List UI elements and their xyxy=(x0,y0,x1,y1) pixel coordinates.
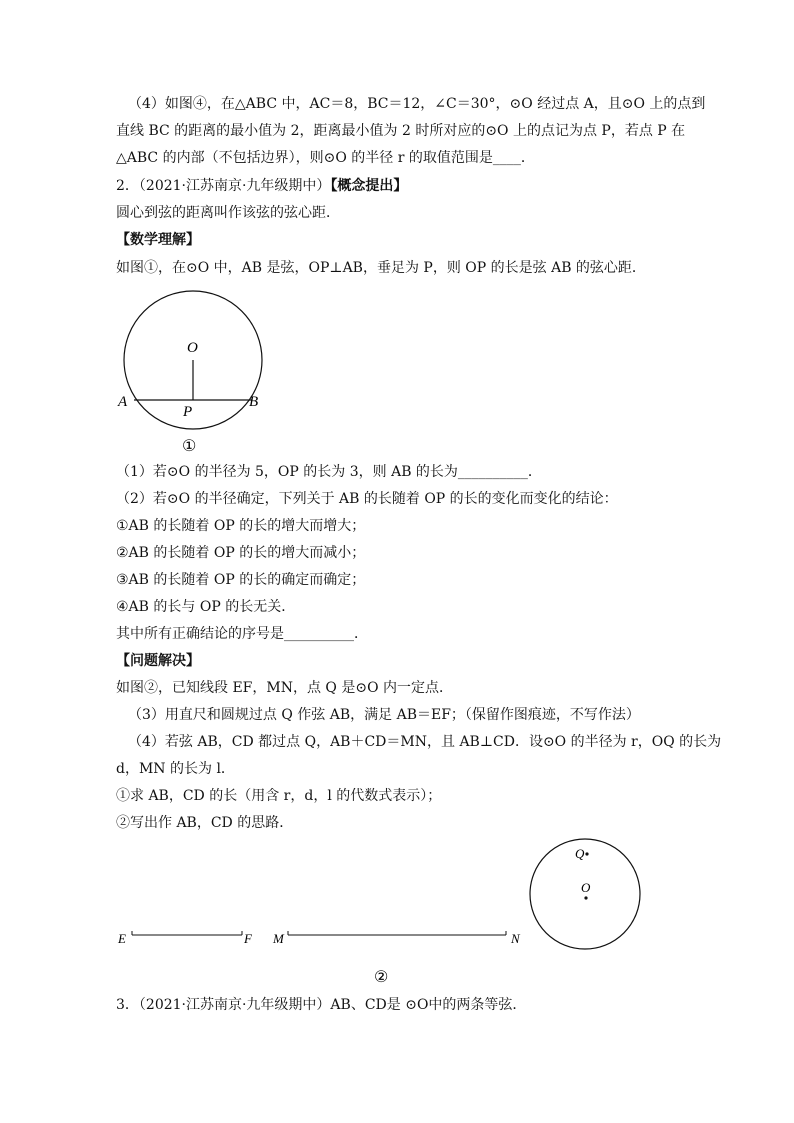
fig2-label-n: N xyxy=(511,931,520,946)
fig2-description: 如图②，已知线段 EF，MN，点 Q 是⊙O 内一定点． xyxy=(116,680,454,696)
fig2-label-q: Q xyxy=(575,846,585,861)
p4-line3: △ABC 的内部（不包括边界），则⊙O 的半径 r 的取值范围是____． xyxy=(116,150,535,166)
q2-sub4-a: ①求 AB，CD 的长（用含 r，d，l 的代数式表示）； xyxy=(116,788,442,804)
q2-sub3: （3）用直尺和圆规过点 Q 作弦 AB，满足 AB＝EF；（保留作图痕迹，不写作法） xyxy=(128,707,640,723)
fig2-caption: ② xyxy=(374,969,389,986)
q3-heading: 3．（2021·江苏南京·九年级期中）AB、CD是 ⊙O中的两条等弦． xyxy=(116,997,527,1013)
fig2-label-e: E xyxy=(118,931,126,946)
fig1-description: 如图①，在⊙O 中，AB 是弦，OP⊥AB，垂足为 P，则 OP 的长是弦 AB 的弦心距． xyxy=(116,260,646,276)
fig1-caption: ① xyxy=(182,438,197,455)
p4-line2: 直线 BC 的距离的最小值为 2，距离最小值为 2 时所对应的⊙O 上的点记为点 P，若点 P 在 xyxy=(116,123,686,139)
fig2-point-o xyxy=(584,896,587,899)
q2-heading xyxy=(116,176,407,196)
fig1-label-o: O xyxy=(187,340,198,356)
fig1-label-p: P xyxy=(183,404,193,420)
fig2-point-q xyxy=(585,852,588,855)
figure-2 xyxy=(110,835,670,990)
section-solve: 【问题解决】 xyxy=(116,653,200,669)
option-1: ①AB 的长随着 OP 的长的增大而增大； xyxy=(116,518,366,534)
q2-sub1: （1）若⊙O 的半径为 5，OP 的长为 3，则 AB 的长为__________． xyxy=(116,464,542,480)
q2-sub2: （2）若⊙O 的半径确定，下列关于 AB 的长随着 OP 的长的变化而变化的结论： xyxy=(116,491,618,507)
figure-1 xyxy=(110,288,280,458)
q2-sub4-b: ②写出作 AB，CD 的思路． xyxy=(116,815,294,831)
option-2: ②AB 的长随着 OP 的长的增大而减小； xyxy=(116,545,366,561)
q2-sub4-line1: （4）若弦 AB，CD 都过点 Q，AB＋CD＝MN，且 AB⊥CD．设⊙O 的半径为 r，OQ 的长为 xyxy=(128,734,722,750)
fig2-label-o: O xyxy=(581,880,591,895)
p4-line1: （4）如图④，在△ABC 中，AC＝8，BC＝12，∠C＝30°，⊙O 经过点 A，且⊙O 上的点到 xyxy=(128,96,706,112)
section-understand: 【数学理解】 xyxy=(116,232,200,248)
fig1-label-a: A xyxy=(118,394,128,410)
q2-heading-number: 2．（2021·江苏南京·九年级期中） xyxy=(116,178,331,194)
q2-sub4-line2: d，MN 的长为 l． xyxy=(116,761,235,777)
q2-heading-tag: 【概念提出】 xyxy=(330,178,408,194)
fig2-label-f: F xyxy=(244,931,252,946)
option-3: ③AB 的长随着 OP 的长的确定而确定； xyxy=(116,572,366,588)
q2-concept: 圆心到弦的距离叫作该弦的弦心距． xyxy=(116,205,340,221)
q2-conclusion: 其中所有正确结论的序号是__________． xyxy=(116,626,368,642)
option-4: ④AB 的长与 OP 的长无关． xyxy=(116,599,296,615)
fig1-label-b: B xyxy=(249,394,259,410)
fig2-label-m: M xyxy=(273,931,284,946)
